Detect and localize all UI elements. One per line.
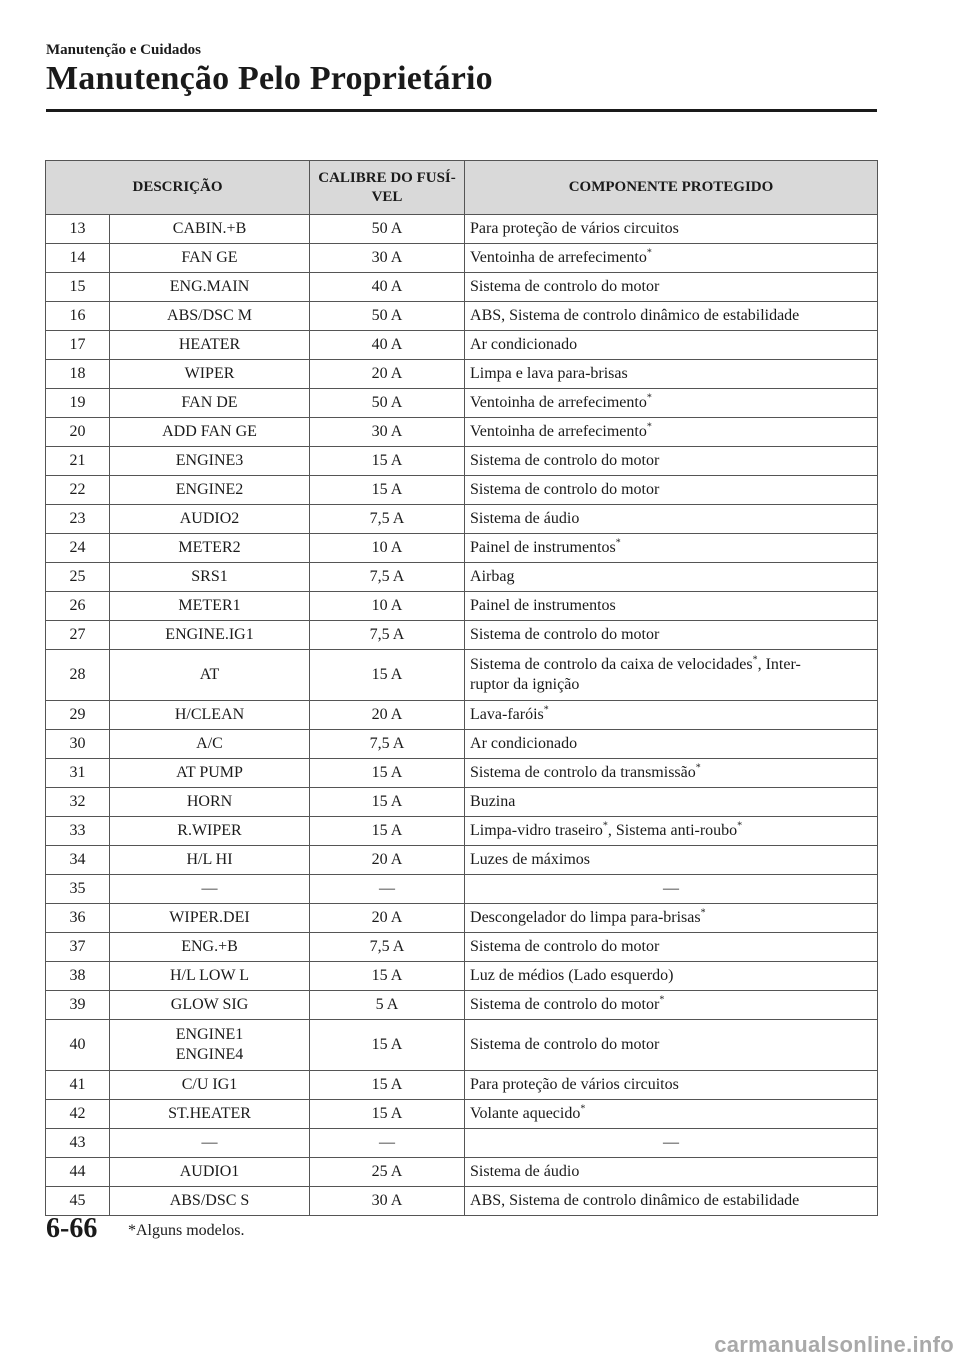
protected-component: [465, 1158, 878, 1187]
protected-component: [465, 621, 878, 650]
fuse-description: C/U IG1: [110, 1071, 310, 1100]
fuse-description: ST.HEATER: [110, 1100, 310, 1129]
asterisk-mark: *: [602, 820, 608, 832]
fuse-description: AUDIO2: [110, 505, 310, 534]
fuse-rating: 15 A: [310, 447, 465, 476]
fuse-rating: 50 A: [310, 302, 465, 331]
protected-component: [465, 505, 878, 534]
fuse-description: AT: [110, 650, 310, 701]
fuse-number: 29: [46, 701, 110, 730]
protected-component: [465, 1187, 878, 1216]
protected-component: [465, 534, 878, 563]
protected-component-text-cont: , Sistema anti-roubo: [607, 822, 738, 839]
fuse-description: METER1: [110, 592, 310, 621]
fuse-rating: 15 A: [310, 759, 465, 788]
fuse-description: ENG.+B: [110, 933, 310, 962]
page-title: Manutenção Pelo Proprietário: [46, 60, 493, 97]
protected-component: [465, 933, 878, 962]
fuse-number: 39: [46, 991, 110, 1020]
fuse-number: 38: [46, 962, 110, 991]
fuse-rating: 20 A: [310, 846, 465, 875]
fuse-number: 20: [46, 418, 110, 447]
fuse-rating: 5 A: [310, 991, 465, 1020]
fuse-rating: 15 A: [310, 1100, 465, 1129]
fuse-rating: 15 A: [310, 1020, 465, 1071]
fuse-number: 33: [46, 817, 110, 846]
fuse-description: H/L HI: [110, 846, 310, 875]
fuse-rating: 7,5 A: [310, 621, 465, 650]
fuse-rating: 10 A: [310, 534, 465, 563]
table-row: [46, 759, 878, 788]
fuse-description: FAN GE: [110, 244, 310, 273]
fuse-number: 27: [46, 621, 110, 650]
protected-component-text: Volante aquecido: [470, 1105, 581, 1122]
fuse-description: —: [110, 875, 310, 904]
protected-component-text: Sistema de controlo do motor: [470, 1036, 660, 1053]
fuse-rating: —: [310, 875, 465, 904]
table-row: [46, 302, 878, 331]
protected-component: [465, 563, 878, 592]
protected-component: [465, 759, 878, 788]
table-row: [46, 701, 878, 730]
fuse-rating: 15 A: [310, 1071, 465, 1100]
fuse-number: 35: [46, 875, 110, 904]
section-label: Manutenção e Cuidados: [46, 42, 202, 58]
protected-component-text: Lava-faróis: [470, 706, 544, 723]
asterisk-mark: *: [752, 654, 758, 666]
column-header-fuse-rating-line2: VEL: [371, 188, 403, 205]
fuse-number: 17: [46, 331, 110, 360]
fuse-number: 14: [46, 244, 110, 273]
protected-component: [465, 215, 878, 244]
fuse-number: 28: [46, 650, 110, 701]
fuse-rating: 30 A: [310, 418, 465, 447]
protected-component-text: ABS, Sistema de controlo dinâmico de estabilidade: [470, 307, 800, 324]
asterisk-mark: *: [646, 247, 652, 259]
fuse-description: CABIN.+B: [110, 215, 310, 244]
fuse-description: WIPER: [110, 360, 310, 389]
protected-component: [465, 273, 878, 302]
footnote: *Alguns modelos.: [128, 1222, 245, 1239]
fuse-rating: 15 A: [310, 817, 465, 846]
protected-component: [465, 904, 878, 933]
fuse-description: ABS/DSC M: [110, 302, 310, 331]
protected-component-text: Buzina: [470, 793, 516, 810]
protected-component-text: Ventoinha de arrefecimento: [470, 249, 647, 266]
fuse-description: HEATER: [110, 331, 310, 360]
protected-component-text: Sistema de controlo da caixa de velocidades: [470, 656, 753, 673]
protected-component-text: Luz de médios (Lado esquerdo): [470, 967, 674, 984]
asterisk-mark: *: [646, 392, 652, 404]
fuse-number: 16: [46, 302, 110, 331]
fuse-description: R.WIPER: [110, 817, 310, 846]
fuse-description-line2: ENGINE4: [175, 1046, 244, 1063]
fuse-description: WIPER.DEI: [110, 904, 310, 933]
fuse-description: ADD FAN GE: [110, 418, 310, 447]
protected-component-text: Sistema de controlo da transmissão: [470, 764, 696, 781]
protected-component-text: Sistema de controlo do motor: [470, 996, 660, 1013]
protected-component: [465, 447, 878, 476]
fuse-number: 32: [46, 788, 110, 817]
protected-component-text: Sistema de áudio: [470, 1163, 580, 1180]
protected-component: [465, 360, 878, 389]
fuse-number: 19: [46, 389, 110, 418]
fuse-description: ABS/DSC S: [110, 1187, 310, 1216]
fuse-rating: 25 A: [310, 1158, 465, 1187]
protected-component-text: Sistema de controlo do motor: [470, 626, 660, 643]
protected-component-text: Descongelador do limpa para-brisas: [470, 909, 701, 926]
title-rule: [46, 109, 877, 112]
fuse-rating: 40 A: [310, 331, 465, 360]
table-row: [46, 650, 878, 701]
fuse-rating: —: [310, 1129, 465, 1158]
table-row: [46, 273, 878, 302]
protected-component: [465, 875, 878, 904]
table-row: [46, 592, 878, 621]
fuse-number: 45: [46, 1187, 110, 1216]
asterisk-mark: *: [695, 762, 701, 774]
table-row: [46, 331, 878, 360]
fuse-table-body: [46, 215, 878, 1216]
protected-component-text: Limpa e lava para-brisas: [470, 365, 628, 382]
fuse-description: [110, 1020, 310, 1071]
table-row: [46, 563, 878, 592]
page-number: 6-66: [46, 1213, 98, 1244]
table-row: [46, 621, 878, 650]
table-row: [46, 505, 878, 534]
fuse-description: —: [110, 1129, 310, 1158]
protected-component: [465, 1100, 878, 1129]
column-header-protected-component: COMPONENTE PROTEGIDO: [465, 161, 878, 215]
table-row: [46, 788, 878, 817]
protected-component: [465, 730, 878, 759]
fuse-number: 37: [46, 933, 110, 962]
fuse-rating: 15 A: [310, 650, 465, 701]
table-row: [46, 244, 878, 273]
fuse-rating: 20 A: [310, 360, 465, 389]
protected-component-text: Sistema de controlo do motor: [470, 278, 660, 295]
fuse-number: 44: [46, 1158, 110, 1187]
table-row: [46, 1071, 878, 1100]
fuse-rating: 20 A: [310, 701, 465, 730]
protected-component-text: Ventoinha de arrefecimento: [470, 423, 647, 440]
table-row: [46, 933, 878, 962]
fuse-description: ENGINE3: [110, 447, 310, 476]
protected-component: [465, 476, 878, 505]
fuse-rating: 15 A: [310, 788, 465, 817]
fuse-number: 41: [46, 1071, 110, 1100]
table-row: [46, 817, 878, 846]
protected-component: [465, 331, 878, 360]
protected-component: [465, 592, 878, 621]
protected-component: [465, 1129, 878, 1158]
fuse-rating: 50 A: [310, 389, 465, 418]
fuse-rating: 50 A: [310, 215, 465, 244]
fuse-rating: 7,5 A: [310, 563, 465, 592]
protected-component: [465, 418, 878, 447]
fuse-description: H/CLEAN: [110, 701, 310, 730]
protected-component-text: Sistema de controlo do motor: [470, 452, 660, 469]
table-row: [46, 875, 878, 904]
fuse-description: ENG.MAIN: [110, 273, 310, 302]
protected-component: [465, 817, 878, 846]
fuse-description: H/L LOW L: [110, 962, 310, 991]
fuse-number: 43: [46, 1129, 110, 1158]
protected-component-text: Airbag: [470, 568, 515, 585]
table-row: [46, 846, 878, 875]
protected-component: [465, 991, 878, 1020]
protected-component-text: Ventoinha de arrefecimento: [470, 394, 647, 411]
fuse-description: FAN DE: [110, 389, 310, 418]
table-row: [46, 962, 878, 991]
protected-component-text: ABS, Sistema de controlo dinâmico de estabilidade: [470, 1192, 800, 1209]
asterisk-mark: *: [615, 537, 621, 549]
fuse-description: A/C: [110, 730, 310, 759]
fuse-rating: 7,5 A: [310, 730, 465, 759]
column-header-fuse-rating-line1: CALIBRE DO FUSÍ-: [318, 169, 456, 186]
protected-component-text: Ar condicionado: [470, 735, 578, 752]
table-row: [46, 1158, 878, 1187]
fuse-rating: 40 A: [310, 273, 465, 302]
fuse-number: 25: [46, 563, 110, 592]
table-row: [46, 904, 878, 933]
protected-component: [465, 244, 878, 273]
fuse-description: METER2: [110, 534, 310, 563]
fuse-number: 30: [46, 730, 110, 759]
fuse-description: ENGINE2: [110, 476, 310, 505]
fuse-description: HORN: [110, 788, 310, 817]
fuse-table: [45, 160, 878, 1216]
fuse-rating: 7,5 A: [310, 933, 465, 962]
fuse-number: 31: [46, 759, 110, 788]
fuse-number: 18: [46, 360, 110, 389]
fuse-number: 13: [46, 215, 110, 244]
table-row: [46, 447, 878, 476]
fuse-rating: 30 A: [310, 244, 465, 273]
protected-component-text: Para proteção de vários circuitos: [470, 1076, 679, 1093]
table-header-row: [46, 161, 878, 215]
protected-component-text: Sistema de controlo do motor: [470, 481, 660, 498]
protected-component: [465, 1020, 878, 1071]
fuse-rating: 15 A: [310, 476, 465, 505]
fuse-number: 23: [46, 505, 110, 534]
fuse-number: 34: [46, 846, 110, 875]
fuse-number: 24: [46, 534, 110, 563]
table-row: [46, 1100, 878, 1129]
fuse-rating: 30 A: [310, 1187, 465, 1216]
protected-component: [465, 846, 878, 875]
protected-component: [465, 1071, 878, 1100]
fuse-number: 26: [46, 592, 110, 621]
protected-component: [465, 650, 878, 701]
fuse-number: 36: [46, 904, 110, 933]
fuse-description: ENGINE.IG1: [110, 621, 310, 650]
table-row: [46, 1020, 878, 1071]
fuse-number: 21: [46, 447, 110, 476]
protected-component: [465, 389, 878, 418]
protected-component-text: Painel de instrumentos: [470, 539, 616, 556]
table-row: [46, 360, 878, 389]
fuse-rating: 15 A: [310, 962, 465, 991]
asterisk-mark: *: [700, 907, 706, 919]
protected-component-text-line2: ruptor da ignição: [470, 676, 580, 693]
asterisk-mark: *: [646, 421, 652, 433]
protected-component: [465, 962, 878, 991]
fuse-description: SRS1: [110, 563, 310, 592]
asterisk-mark: *: [737, 820, 743, 832]
fuse-rating: 20 A: [310, 904, 465, 933]
asterisk-mark: *: [659, 994, 665, 1006]
fuse-description-line1: ENGINE1: [175, 1026, 244, 1043]
table-row: [46, 730, 878, 759]
table-row: [46, 215, 878, 244]
protected-component-text-cont: , Inter-: [757, 656, 801, 673]
protected-component-text: —: [663, 1134, 680, 1151]
table-row: [46, 1187, 878, 1216]
fuse-rating: 10 A: [310, 592, 465, 621]
table-row: [46, 476, 878, 505]
asterisk-mark: *: [580, 1103, 586, 1115]
protected-component-text: Para proteção de vários circuitos: [470, 220, 679, 237]
protected-component-text: Limpa-vidro traseiro: [470, 822, 603, 839]
protected-component-text: Sistema de áudio: [470, 510, 580, 527]
protected-component: [465, 302, 878, 331]
table-row: [46, 1129, 878, 1158]
protected-component-text: Luzes de máximos: [470, 851, 590, 868]
fuse-description: AT PUMP: [110, 759, 310, 788]
table-row: [46, 389, 878, 418]
protected-component-text: Painel de instrumentos: [470, 597, 616, 614]
watermark: carmanualsonline.info: [714, 1332, 954, 1357]
fuse-number: 40: [46, 1020, 110, 1071]
protected-component-text: —: [663, 880, 680, 897]
fuse-number: 42: [46, 1100, 110, 1129]
protected-component-text: Ar condicionado: [470, 336, 578, 353]
column-header-description: DESCRIÇÃO: [46, 161, 310, 215]
protected-component: [465, 788, 878, 817]
asterisk-mark: *: [543, 704, 549, 716]
table-row: [46, 991, 878, 1020]
table-row: [46, 534, 878, 563]
fuse-number: 15: [46, 273, 110, 302]
fuse-description: GLOW SIG: [110, 991, 310, 1020]
fuse-description: AUDIO1: [110, 1158, 310, 1187]
protected-component: [465, 701, 878, 730]
table-row: [46, 418, 878, 447]
fuse-number: 22: [46, 476, 110, 505]
column-header-fuse-rating: [310, 161, 465, 215]
fuse-rating: 7,5 A: [310, 505, 465, 534]
protected-component-text: Sistema de controlo do motor: [470, 938, 660, 955]
